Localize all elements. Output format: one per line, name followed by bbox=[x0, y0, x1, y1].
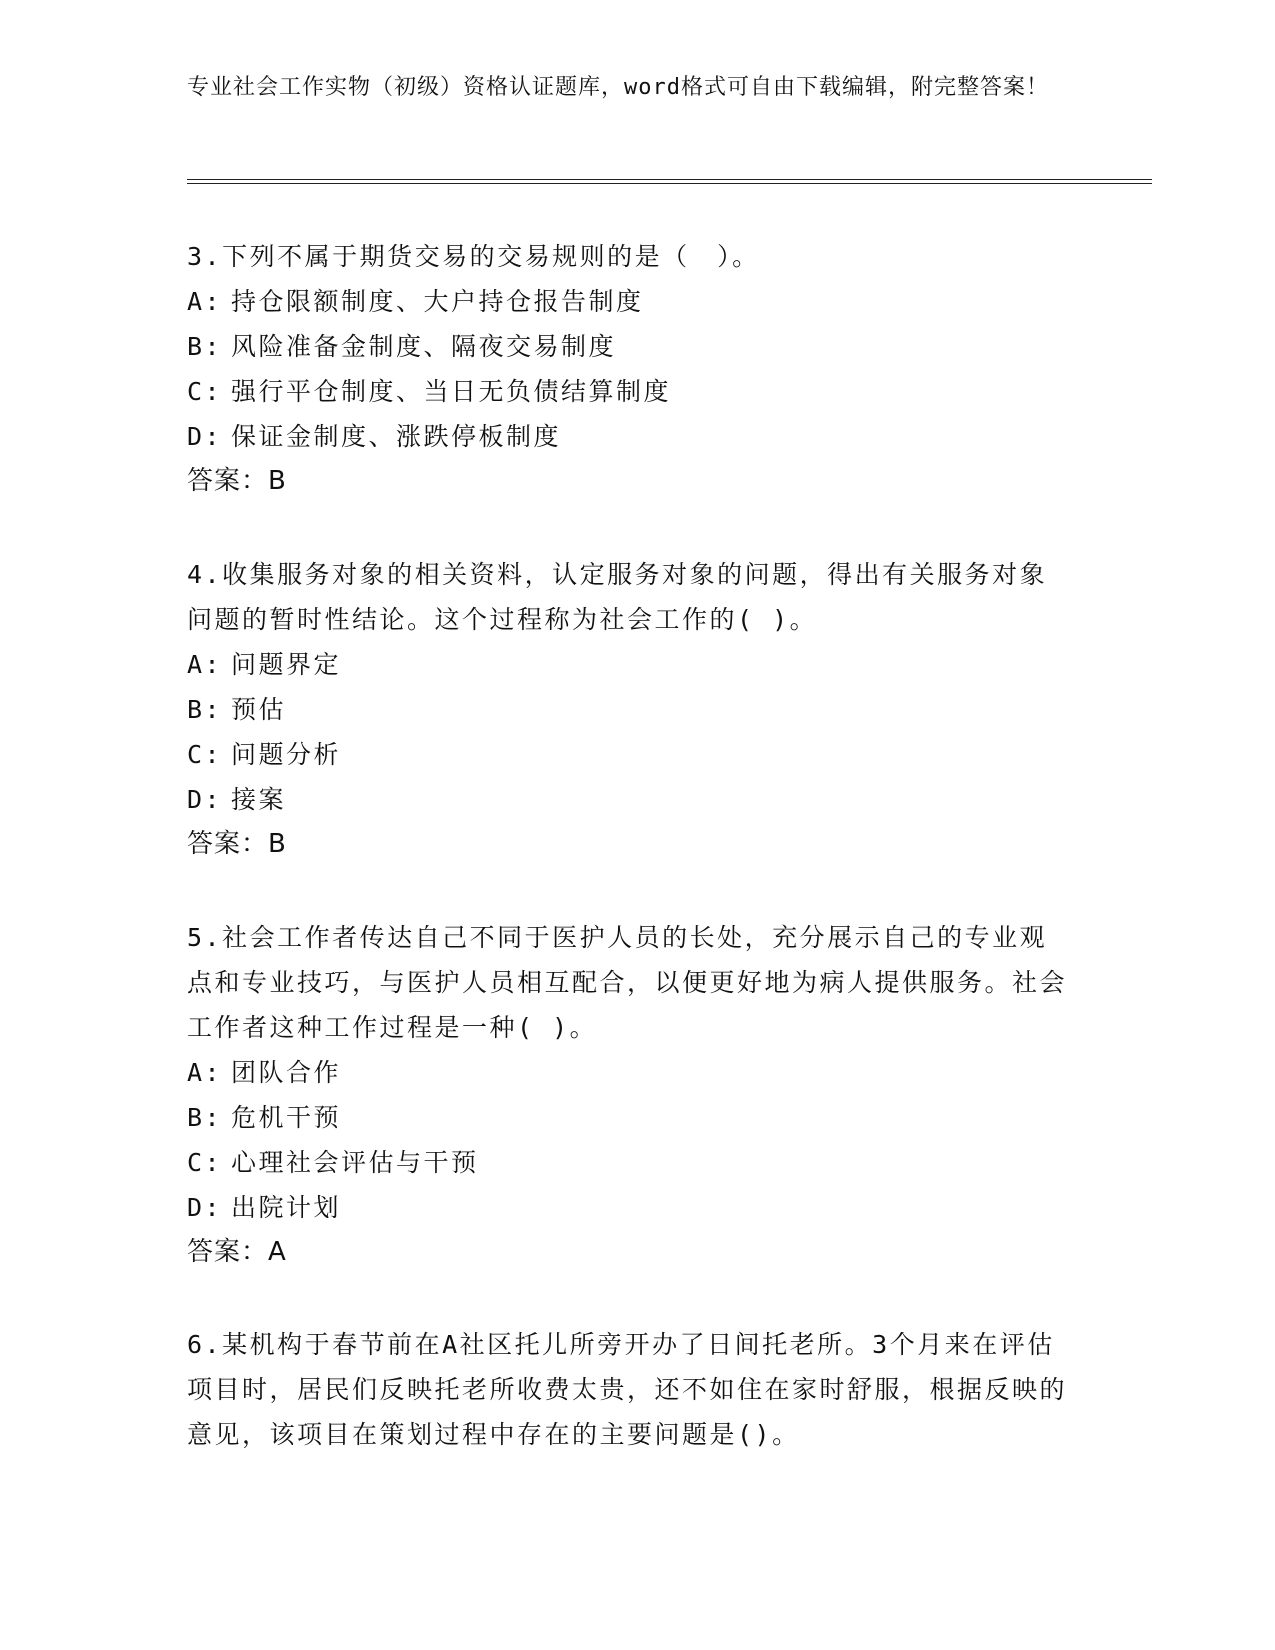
option-letter: A: bbox=[187, 650, 223, 679]
option-c bbox=[187, 369, 1067, 414]
option-text: 强行平仓制度、当日无负债结算制度 bbox=[231, 377, 672, 406]
option-text: 持仓限额制度、大户持仓报告制度 bbox=[231, 287, 644, 316]
option-text: 预估 bbox=[231, 695, 287, 724]
option-letter: D: bbox=[187, 1193, 223, 1222]
question-stem: 6.某机构于春节前在A社区托儿所旁开办了日间托老所。3个月来在评估项目时，居民们反映托老所收费太贵，还不如住在家时舒服，根据反映的意见，该项目在策划过程中存在的主要问题是()。 bbox=[187, 1330, 1068, 1449]
option-b bbox=[187, 1095, 1067, 1140]
option-text: 风险准备金制度、隔夜交易制度 bbox=[231, 332, 617, 361]
option-a bbox=[187, 642, 1067, 687]
question-3 bbox=[187, 234, 1067, 504]
option-d bbox=[187, 414, 1067, 459]
option-letter: A: bbox=[187, 287, 223, 316]
option-text: 问题分析 bbox=[231, 740, 342, 769]
answer: 答案：B bbox=[187, 466, 287, 496]
question-4 bbox=[187, 552, 1067, 867]
question-5 bbox=[187, 915, 1067, 1275]
option-c bbox=[187, 1140, 1067, 1185]
option-b bbox=[187, 687, 1067, 732]
option-letter: D: bbox=[187, 785, 223, 814]
header-note: 专业社会工作实物（初级）资格认证题库，word格式可自由下载编辑，附完整答案！ bbox=[187, 75, 1049, 100]
option-text: 危机干预 bbox=[231, 1103, 342, 1132]
question-stem: 3.下列不属于期货交易的交易规则的是（ ）。 bbox=[187, 242, 760, 271]
option-text: 接案 bbox=[231, 785, 287, 814]
answer: 答案：A bbox=[187, 1237, 287, 1267]
option-text: 保证金制度、涨跌停板制度 bbox=[231, 422, 562, 451]
option-letter: B: bbox=[187, 1103, 223, 1132]
option-text: 出院计划 bbox=[231, 1193, 342, 1222]
option-a bbox=[187, 279, 1067, 324]
option-c bbox=[187, 732, 1067, 777]
option-text: 心理社会评估与干预 bbox=[231, 1148, 479, 1177]
option-letter: C: bbox=[187, 377, 223, 406]
option-letter: C: bbox=[187, 1148, 223, 1177]
option-letter: B: bbox=[187, 332, 223, 361]
question-stem: 5.社会工作者传达自己不同于医护人员的长处，充分展示自己的专业观点和专业技巧，与医护人员相互配合，以便更好地为病人提供服务。社会工作者这种工作过程是一种( )。 bbox=[187, 923, 1068, 1042]
option-letter: D: bbox=[187, 422, 223, 451]
option-letter: A: bbox=[187, 1058, 223, 1087]
header-divider-bottom bbox=[187, 183, 1152, 184]
option-a bbox=[187, 1050, 1067, 1095]
option-d bbox=[187, 1185, 1067, 1230]
option-text: 问题界定 bbox=[231, 650, 342, 679]
option-b bbox=[187, 324, 1067, 369]
option-text: 团队合作 bbox=[231, 1058, 342, 1087]
option-letter: C: bbox=[187, 740, 223, 769]
question-stem: 4.收集服务对象的相关资料，认定服务对象的问题，得出有关服务对象问题的暂时性结论。这个过程称为社会工作的( )。 bbox=[187, 560, 1048, 634]
option-d bbox=[187, 777, 1067, 822]
header-divider-top bbox=[187, 179, 1152, 180]
answer: 答案：B bbox=[187, 829, 287, 859]
question-6 bbox=[187, 1322, 1067, 1457]
option-letter: B: bbox=[187, 695, 223, 724]
